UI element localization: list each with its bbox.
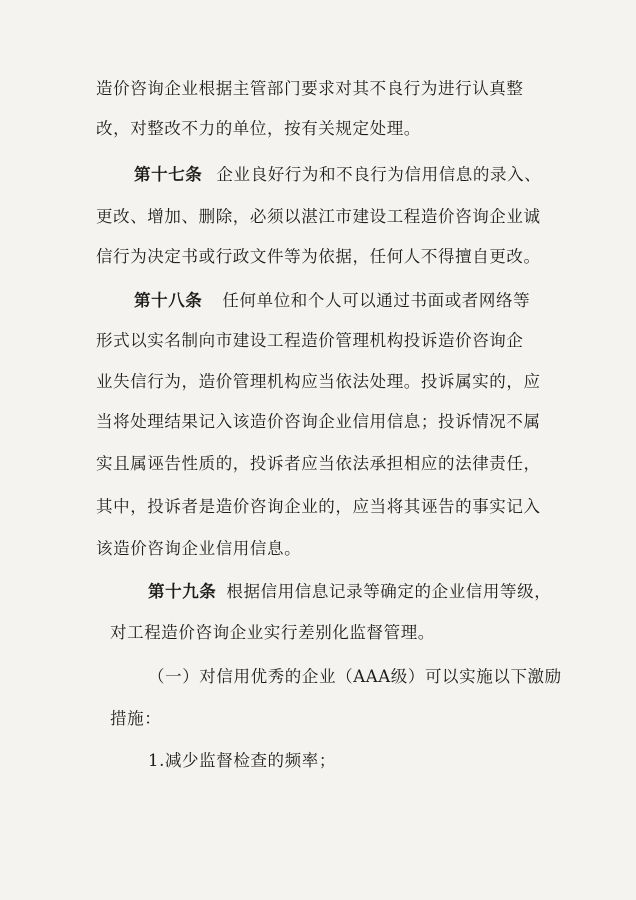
text-line: 实且属诬告性质的，投诉者应当依法承担相应的法律责任， (96, 454, 541, 473)
article-19: 第十九条 根据信用信息记录等确定的企业信用等级， (148, 582, 552, 601)
text-line: （一）对信用优秀的企业（AAA级）可以实施以下激励 (148, 667, 562, 686)
article-heading: 第十七条 (134, 165, 203, 184)
text-line: 改，对整改不力的单位，按有关规定处理。 (96, 119, 421, 138)
text-line: 措施： (110, 709, 162, 728)
article-heading: 第十八条 (134, 291, 203, 310)
text-line: 该造价咨询企业信用信息。 (96, 539, 302, 558)
text-line: 当将处理结果记入该造价咨询企业信用信息；投诉情况不属 (96, 412, 541, 431)
article-17: 第十七条 企业良好行为和不良行为信用信息的录入、 (134, 165, 542, 184)
text-line: 造价咨询企业根据主管部门要求对其不良行为进行认真整 (96, 79, 524, 98)
list-item: 1.减少监督检查的频率； (148, 751, 336, 770)
article-heading: 第十九条 (148, 582, 217, 601)
text-line: 业失信行为，造价管理机构应当依法处理。投诉属实的，应 (96, 372, 541, 391)
text-line: 更改、增加、删除，必须以湛江市建设工程造价咨询企业诚 (96, 207, 541, 226)
text-line: 形式以实名制向市建设工程造价管理机构投诉造价咨询企 (96, 331, 524, 350)
text-line: 信行为决定书或行政文件等为依据，任何人不得擅自更改。 (96, 247, 541, 266)
text-line: 其中，投诉者是造价咨询企业的，应当将其诬告的事实记入 (96, 497, 541, 516)
article-18: 第十八条 任何单位和个人可以通过书面或者网络等 (134, 291, 531, 310)
text-line: 对工程造价咨询企业实行差别化监督管理。 (110, 623, 435, 642)
